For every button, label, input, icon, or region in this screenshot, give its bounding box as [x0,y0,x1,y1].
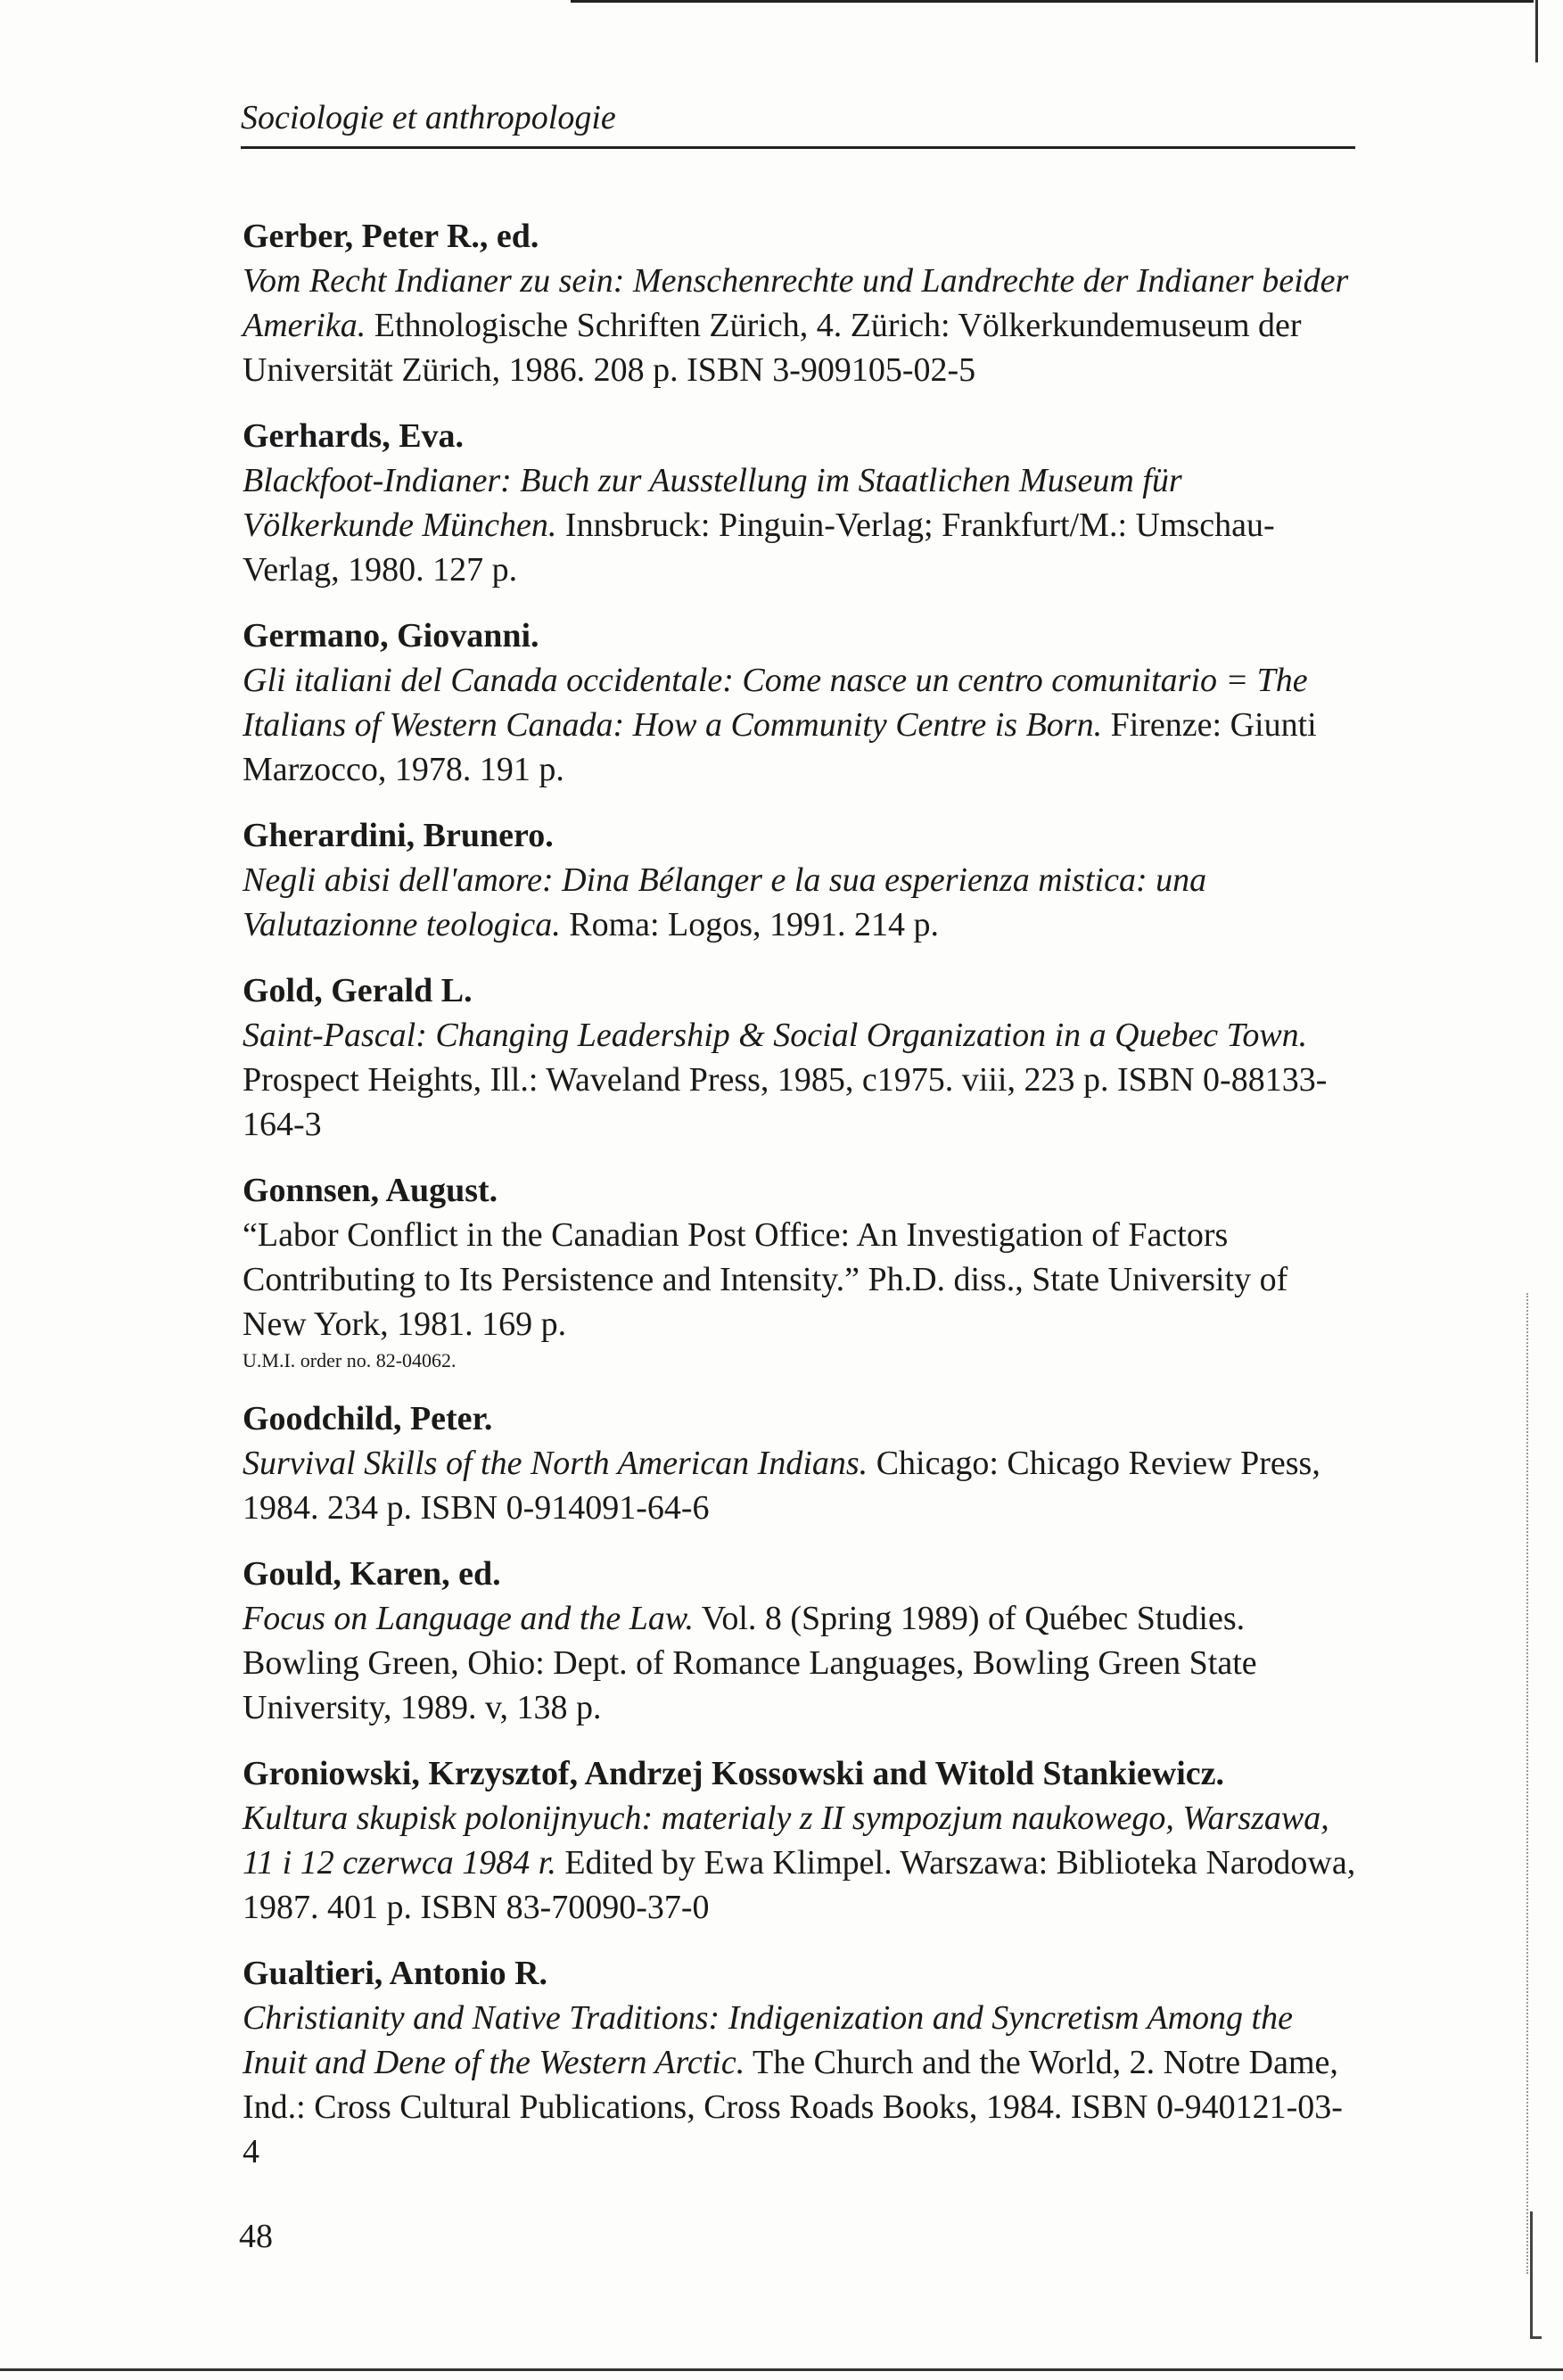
scan-edge-line [571,0,1534,3]
entry-title: Survival Skills of the North American Indians. [243,1445,868,1482]
bibliography-entry [243,1552,1357,1730]
entry-author: Gualtieri, Antonio R. [243,1955,548,1992]
bibliography-entry [243,214,1357,392]
entry-publication-details: Prospect Heights, Ill.: Waveland Press, 1985, c1975. viii, 223 p. ISBN 0-88133-164-3 [243,1061,1328,1143]
bibliography-entry [243,614,1357,792]
entry-publication-details: Vol. 8 (Spring 1989) of Québec Studies. Bowling Green, Ohio: Dept. of Romance Languages, Bowling Green State University, 1989. v, 138 p. [243,1600,1257,1726]
running-head: Sociologie et anthropologie [241,95,1355,149]
bibliography-entry [243,414,1357,592]
entry-citation [243,1441,1357,1530]
entry-author: Gerber, Peter R., ed. [243,218,539,255]
bibliography-entry [243,813,1357,947]
entry-author: Gerhards, Eva. [243,417,465,455]
bibliography-entry [243,1396,1357,1530]
entry-author: Germano, Giovanni. [243,617,539,655]
entry-citation [243,259,1357,392]
entry-citation [243,458,1357,592]
entry-citation [243,1796,1357,1930]
entry-citation [243,1013,1357,1147]
entry-publication-details: The Church and the World, 2. Notre Dame, Ind.: Cross Cultural Publications, Cross Roads Books, 1984. ISBN 0-940121-03-4 [243,2044,1343,2170]
entry-publication-details: Ethnologische Schriften Zürich, 4. Zürich: Völkerkundemuseum der Universität Zürich, 1986. 208 p. ISBN 3-909105-02-5 [243,307,1302,389]
scan-edge-bracket [1530,2211,1542,2339]
entry-publication-details: Firenze: Giunti Marzocco, 1978. 191 p. [243,706,1317,788]
bibliography-entry [243,1951,1357,2174]
entry-author: Groniowski, Krzysztof, Andrzej Kossowski and Witold Stankiewicz. [243,1755,1225,1792]
entry-author: Gonnsen, August. [243,1172,498,1209]
entry-title: Christianity and Native Traditions: Indigenization and Syncretism Among the Inuit and Dene of the Western Arctic. [243,1999,1293,2081]
page-number: 48 [239,2218,273,2255]
entry-publication-details: Edited by Ewa Klimpel. Warszawa: Biblioteka Narodowa, 1987. 401 p. ISBN 83-70090-37-0 [243,1844,1356,1926]
entry-author: Gherardini, Brunero. [243,817,554,854]
entry-title: Gli italiani del Canada occidentale: Come nasce un centro comunitario = The Italians of Western Canada: How a Community Centre is Born. [243,662,1308,744]
entry-title: Negli abisi dell'amore: Dina Bélanger e la sua esperienza mistica: una Valutazionne teologica. [243,861,1207,943]
entry-citation [243,1596,1357,1730]
entry-publication-details: Chicago: Chicago Review Press, 1984. 234 p. ISBN 0-914091-64-6 [243,1445,1320,1527]
bibliography-list [243,214,1357,2195]
entry-publication-details: Roma: Logos, 1991. 214 p. [569,906,940,943]
entry-citation [243,858,1357,947]
entry-publication-details: Innsbruck: Pinguin-Verlag; Frankfurt/M.: Umschau-Verlag, 1980. 127 p. [243,506,1275,589]
scan-edge-dots [1526,1293,1530,2274]
scan-edge-mark [1535,0,1538,62]
bibliography-entry [243,1168,1357,1375]
entry-title: Focus on Language and the Law. [243,1600,694,1637]
entry-author: Goodchild, Peter. [243,1400,493,1437]
entry-citation [243,1213,1357,1346]
bibliography-entry [243,968,1357,1147]
entry-author: Gould, Karen, ed. [243,1555,501,1593]
entry-title: Vom Recht Indianer zu sein: Menschenrechte und Landrechte der Indianer beider Amerika. [243,262,1349,344]
entry-publication-details: “Labor Conflict in the Canadian Post Office: An Investigation of Factors Contributing to Its Persistence and Intensity.” Ph.D. diss., State University of New York, 1981. 169 p. [243,1216,1288,1343]
entry-note: U.M.I. order no. 82-04062. [243,1349,457,1371]
bibliography-entry [243,1751,1357,1930]
entry-title: Kultura skupisk polonijnyuch: materialy z II sympozjum naukowego, Warszawa, 11 i 12 czerwca 1984 r. [243,1799,1329,1882]
entry-title: Saint-Pascal: Changing Leadership & Social Organization in a Quebec Town. [243,1017,1308,1054]
entry-author: Gold, Gerald L. [243,972,473,1009]
scan-edge-line [0,2368,1563,2371]
entry-citation [243,658,1357,792]
entry-title: Blackfoot-Indianer: Buch zur Ausstellung im Staatlichen Museum für Völkerkunde München. [243,462,1182,544]
entry-citation [243,1996,1357,2174]
